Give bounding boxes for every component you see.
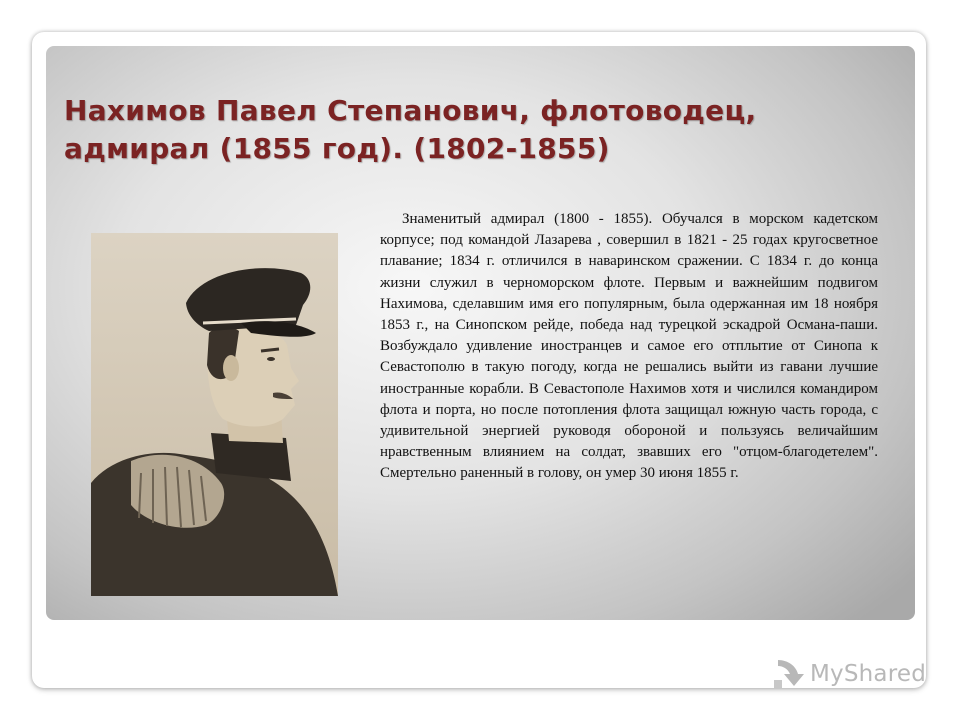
watermark-text: MyShared	[810, 661, 927, 687]
slide-title: Нахимов Павел Степанович, флотоводец, адмирал (1855 год). (1802-1855)	[64, 94, 757, 165]
biography-text: Знаменитый адмирал (1800 - 1855). Обучался в морском кадетском корпусе; под командой Лазарева , совершил в 1821 - 25 годах кругосветное плавание; 1834 г. отличился в наваринском сражении. С 1834 г. до конца жизни служил в черноморском флоте. Первым и важнейшим подвигом Нахимова, сделавшим имя его популярным, была одержанная им 18 ноября 1853 г., на Синопском рейде, победа над турецкой эскадрой Османа-паши. Возбуждало удивление иностранцев и самое его отплытие от Синопа к Севастополю в такую погоду, когда не решались выйти из гавани лучшие иностранные корабли. В Севастополе Нахимов хотя и числился командиром флота и порта, но после потопления флота защищал южную часть города, с удивительной энергией руководя обороной и пользуясь величайшим нравственным влиянием на солдат, звавших его "отцом-благодетелем". Смертельно раненный в голову, он умер 30 июня 1855 г.	[380, 211, 878, 482]
myshared-logo-icon	[768, 654, 808, 694]
myshared-watermark	[768, 654, 926, 694]
portrait-image	[91, 233, 338, 596]
